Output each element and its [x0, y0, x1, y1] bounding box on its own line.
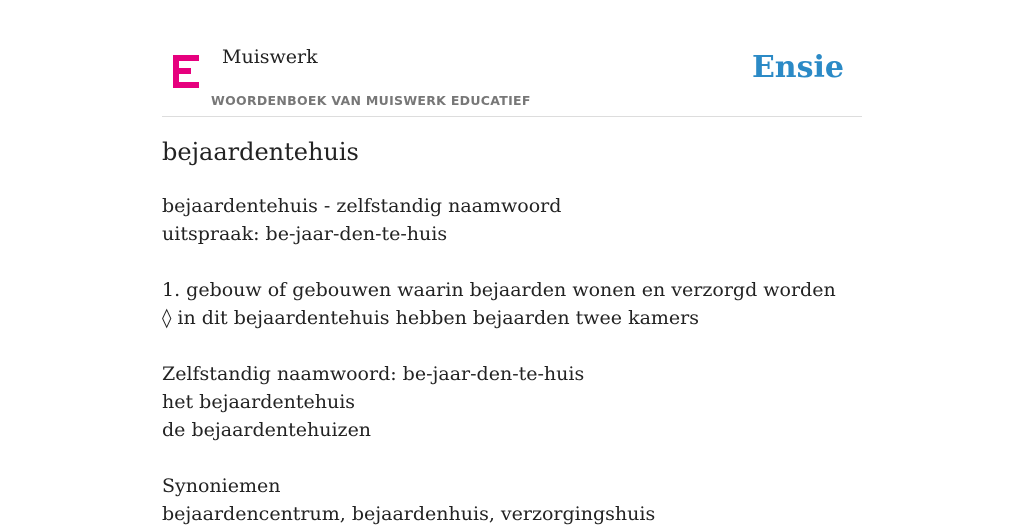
entry-line: ◊ in dit bejaardentehuis hebben bejaarden twee kamers: [162, 307, 700, 329]
entry-line: de bejaardentehuizen: [162, 419, 372, 441]
entry-line: bejaardencentrum, bejaardenhuis, verzorgingshuis: [162, 503, 656, 525]
entry-line: [162, 444, 862, 472]
muiswerk-logo-icon[interactable]: [173, 55, 199, 88]
entry-line: Synoniemen: [162, 475, 281, 497]
entry-line: [162, 248, 862, 276]
entry-line: bejaardentehuis - zelfstandig naamwoord: [162, 195, 562, 217]
logo-bar-middle: [173, 68, 191, 74]
entry-line: Zelfstandig naamwoord: be-jaar-den-te-huis: [162, 363, 585, 385]
brand-subtitle: WOORDENBOEK VAN MUISWERK EDUCATIEF: [211, 93, 531, 108]
page-title: bejaardentehuis: [162, 138, 359, 166]
entry-line: het bejaardentehuis: [162, 391, 356, 413]
entry-line: 1. gebouw of gebouwen waarin bejaarden wonen en verzorgd worden: [162, 279, 836, 301]
entry-line: uitspraak: be-jaar-den-te-huis: [162, 223, 448, 245]
brand-name[interactable]: Muiswerk: [222, 46, 318, 68]
logo-bar-top: [173, 55, 199, 61]
entry-content: [162, 192, 862, 528]
logo-bar-bottom: [173, 82, 199, 88]
header: [162, 0, 862, 117]
entry-line: [162, 332, 862, 360]
ensie-logo[interactable]: Ensie: [751, 50, 844, 85]
